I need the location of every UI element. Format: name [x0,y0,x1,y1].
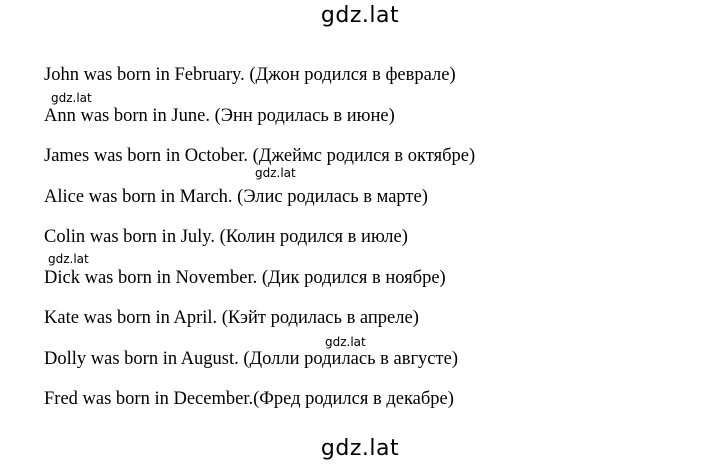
sentence-dolly: Dolly was born in August. (Долли родилась в августе) [44,348,458,369]
watermark-inline: gdz.lat [325,335,366,349]
sentence-john: John was born in February. (Джон родился в феврале) [44,65,456,85]
sentence-james: James was born in October. (Джеймс родился в октябре) [44,146,476,166]
watermark-header: gdz.lat [320,3,400,28]
sentence-ann: Ann was born in June. (Энн родилась в июне) [44,105,395,126]
watermark-inline: gdz.lat [51,91,92,105]
watermark-inline: gdz.lat [48,252,89,266]
watermark-footer: gdz.lat [320,436,400,461]
sentence-dick: Dick was born in November. (Дик родился в ноябре) [44,267,446,288]
sentence-alice: Alice was born in March. (Элис родилась в марте) [44,186,428,207]
watermark-inline: gdz.lat [255,166,296,180]
sentence-colin: Colin was born in July. (Колин родился в июле) [44,227,408,247]
sentence-fred: Fred was born in December.(Фред родился в декабре) [44,389,454,409]
sentence-list [44,60,475,425]
sentence-kate: Kate was born in April. (Кэйт родилась в апреле) [44,308,419,328]
